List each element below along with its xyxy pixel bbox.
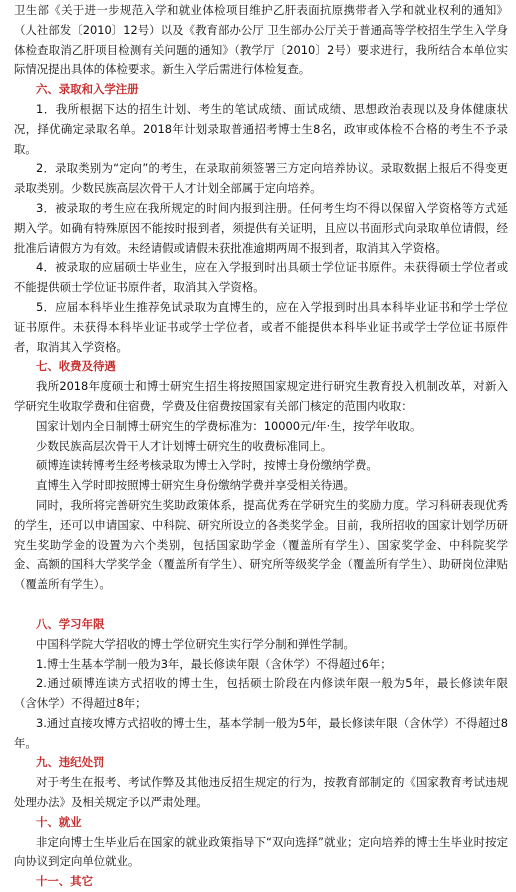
fees-paragraph-2: 国家计划内全日制博士研究生的学费标准为：10000元/年·生，按学年收取。 — [36, 418, 422, 433]
admission-item-5: 5．应届本科毕业生推荐免试录取为直博生的，应在入学报到时出具本科毕业证书和学士学位证书原件。未获得本科毕业证书或学士学位者，或者不能提供本科毕业证书或学士学位证书原件者，取消其入学资格。 — [14, 299, 508, 354]
section-heading-employment: 十、就业 — [36, 814, 82, 829]
fees-paragraph-6: 同时，我所将完善研究生奖助政策体系，提高优秀在学研究生的奖励力度。学习科研表现优秀的学生，还可以申请国家、中科院、研究所设立的各类奖学金。目前，我所招收的国家计划学历研究生奖助学金的设置为六个类别，包括国家助学金（覆盖所有学生）、国家奖学金、中科院奖学金、高额的国科大学奖学金（覆盖所有学生）、研究所等级奖学金（覆盖所有学生）、助研岗位津贴（覆盖所有学生）。 — [14, 497, 508, 592]
intro-paragraph: 卫生部《关于进一步规范入学和就业体检项目维护乙肝表面抗原携带者入学和就业权利的通知》（人社部发〔2010〕12号）以及《教育部办公厅 卫生部办公厅关于普通高等学校招生学生入学身体检查取消乙肝项目检测有关问题的通知》（教学厅〔2010〕2号）要求进行，我所结合本单位实际情况提出具体的体检要求。新生入学后需进行体检复查。 — [14, 3, 508, 77]
section-heading-discipline: 九、违纪处罚 — [36, 755, 105, 770]
employment-paragraph: 非定向博士生毕业后在国家的就业政策指导下“双向选择”就业；定向培养的博士生毕业时按定向协议到定向单位就业。 — [14, 834, 508, 869]
study-period-paragraph-1: 中国科学院大学招收的博士学位研究生实行学分制和弹性学制。 — [36, 636, 355, 651]
study-period-paragraph-4: 3.通过直接攻博方式招收的博士生，基本学制一般为5年，最长修读年限（含休学）不得超过8年。 — [14, 715, 508, 750]
fees-paragraph-1: 我所2018年度硕士和博士研究生招生将按照国家规定进行研究生教育投入机制改革，对新入学研究生收取学费和住宿费，学费及住宿费按国家有关部门核定的范围内收取： — [14, 379, 508, 413]
admission-item-4: 4．被录取的应届硕士毕业生，应在入学报到时出具硕士学位证书原件。未获得硕士学位者或不能提供硕士学位证书原件者，取消其入学资格。 — [14, 260, 508, 295]
study-period-paragraph-3: 2.通过硕博连读方式招收的博士生，包括硕士阶段在内修读年限一般为5年，最长修读年限（含休学）不得超过8年； — [14, 676, 508, 711]
fees-paragraph-3: 少数民族高层次骨干人才计划博士研究生的收费标准同上。 — [36, 438, 333, 453]
section-heading-admission: 六、录取和入学注册 — [36, 82, 139, 97]
section-heading-study-period: 八、学习年限 — [36, 616, 105, 631]
section-heading-other: 十一、其它 — [36, 874, 93, 889]
discipline-paragraph: 对于考生在报考、考试作弊及其他违反招生规定的行为，按教育部制定的《国家教育考试违规处理办法》及相关规定予以严肃处理。 — [14, 775, 508, 810]
study-period-paragraph-2: 1.博士生基本学制一般为3年，最长修读年限（含休学）不得超过6年； — [36, 656, 392, 671]
section-spacer — [14, 595, 508, 615]
document-body — [14, 1, 508, 892]
section-heading-fees: 七、收费及待遇 — [36, 359, 116, 374]
admission-item-2: 2．录取类别为“定向”的考生，在录取前须签署三方定向培养协议。录取数据上报后不得变更录取类别。少数民族高层次骨干人才计划全部属于定向培养。 — [14, 161, 508, 196]
admission-item-1: 1．我所根据下达的招生计划、考生的笔试成绩、面试成绩、思想政治表现以及身体健康状况，择优确定录取名单。2018年计划录取普通招考博士生8名，政审或体检不合格的考生不予录取。 — [14, 101, 508, 156]
admission-item-3: 3．被录取的考生应在我所规定的时间内报到注册。任何考生均不得以保留入学资格等方式延期入学。如确有特殊原因不能按时报到者，须提供有关证明，且应以书面形式向录取单位请假，经批准后请假方为有效。未经请假或请假未获批准逾期两周不报到者，取消其入学资格。 — [14, 200, 508, 255]
fees-paragraph-4: 硕博连读转博考生经考核录取为博士入学时，按博士身份缴纳学费。 — [36, 458, 378, 473]
fees-paragraph-5: 直博生入学时即按照博士研究生身份缴纳学费并享受相关待遇。 — [36, 478, 355, 493]
